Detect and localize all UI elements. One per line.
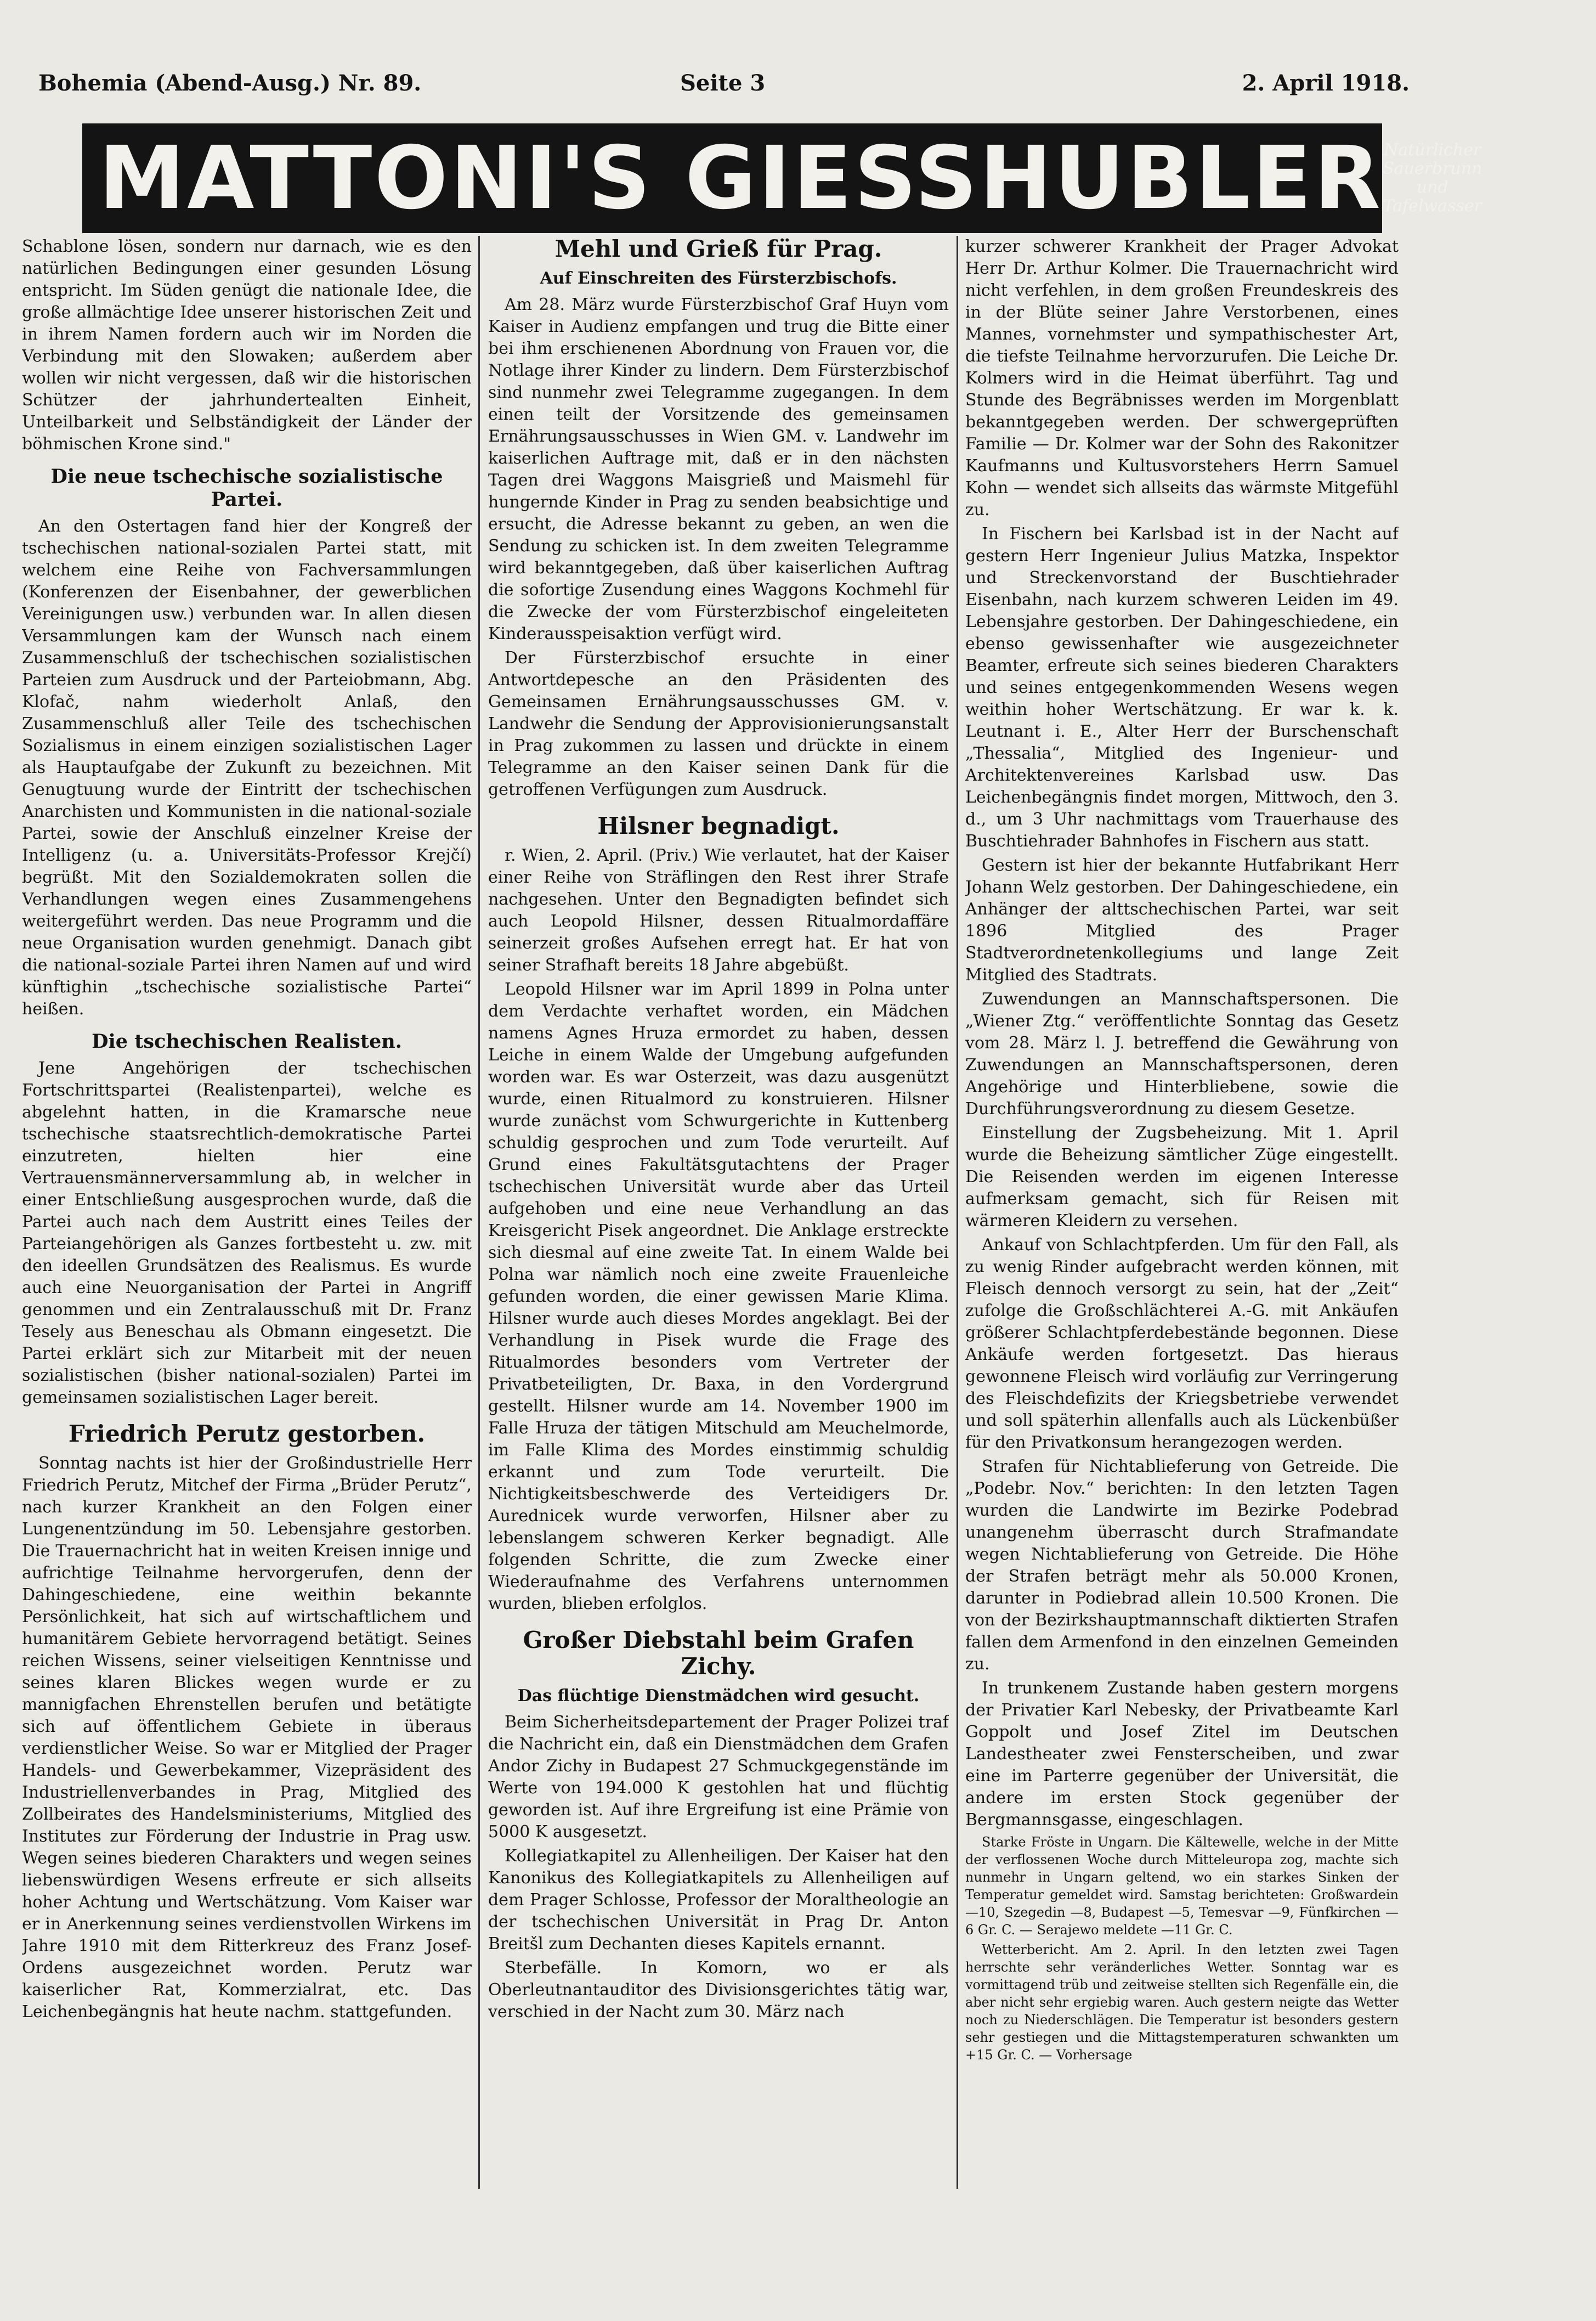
news-item: Einstellung der Zugsbeheizung. Mit 1. April wurde die Beheizung sämtlicher Züge eingestellt. Die Reisenden werden im eigenen Interesse aufmerksam gemacht, sich für Reisen mit wärmeren Kleidern zu versehen. xyxy=(965,1123,1399,1230)
news-item: In trunkenem Zustande haben gestern morgens der Privatier Karl Nebesky, der Privatbeamte Karl Goppolt und Josef Zitel im Deutschen Landestheater zwei Fensterscheiben, und zwar eine im Parterre gegenüber der Universität, die andere im ersten Stock gegenüber der Bergmannsgasse, eingeschlagen. xyxy=(965,1679,1399,1829)
issue-date: 2. April 1918. xyxy=(1242,70,1410,96)
article-continuation: Schablone lösen, sondern nur darnach, wie es den natürlichen Bedingungen einer gesunden Lösung entspricht. Im Süden genügt die nationale Idee, die große allmächtige Idee unserer historischen Zeit und in ihrem Namen fordern auch wir im Norden die Verbindung mit den Slowaken; außerdem aber wollen wir nicht vergessen, daß wir die historischen Schützer der jahrhundertealten Einheit, Unteilbarkeit und Selbständigkeit der Länder der böhmischen Krone sind." xyxy=(22,237,472,454)
news-item: Zuwendungen an Mannschaftspersonen. Die „Wiener Ztg.“ veröffentlichte Sonntag das Gesetz vom 28. März l. J. betreffend die Gewährung von Zuwendungen an Mannschaftspersonen, deren Angehörige und Hinterbliebene, sowie die Durchführungsverordnung zu diesem Gesetze. xyxy=(965,990,1399,1119)
article-headline: Mehl und Grieß für Prag. xyxy=(554,236,882,262)
ad-tagline: Natürlicher Sauerbrunn und Tafelwasser xyxy=(1383,140,1482,216)
article-body: Beim Sicherheitsdepartement der Prager Polizei traf die Nachricht ein, daß ein Dienstmädchen dem Grafen Andor Zichy in Budapest 27 Schmuckgegenstände im Werte von 194.000 K gestohlen hat und flüchtig geworden ist. Auf ihre Ergreifung ist eine Prämie von 5000 K ausgesetzt. xyxy=(488,1713,949,1842)
article-body: Sonntag nachts ist hier der Großindustrielle Herr Friedrich Perutz, Mitchef der Firma „Brüder Perutz“, nach kurzer Krankheit an den Folgen einer Lungenentzündung im 50. Lebensjahre gestorben. Die Trauernachricht hat in weiten Kreisen innige und aufrichtige Teilnahme hervorgerufen, denn der Dahingeschiedene, eine weithin bekannte Persönlichkeit, hat sich auf wirtschaftlichem und humanitärem Gebiete hervorragend betätigt. Seines reichen Wissens, seiner vielseitigen Kenntnisse und seines klaren Blickes wegen wurde er zu mannigfachen Ehrenstellen berufen und betätigte sich auf öffentlichem Gebiete in überaus verdienstlicher Weise. So war er Mitglied der Prager Handels- und Gewerbekammer, Vizepräsident des Industriellenverbandes in Prag, Mitglied des Zollbeirates des Handelsministeriums, Mitglied des Institutes zur Förderung der Industrie in Prag usw. Wegen seines biederen Charakters und wegen seines liebenswürdigen Wesens erfreute er sich allseits hoher Achtung und Wertschätzung. Vom Kaiser war er in Anerkennung seines verdienstvollen Wirkens im Jahre 1910 mit dem Ritterkreuz des Franz Josef-Ordens ausgezeichnet worden. Perutz war kaiserlicher Rat, Kommerzialrat, etc. Das Leichenbegängnis hat heute nachm. stattgefunden. xyxy=(22,1454,472,2021)
article-subheadline: Das flüchtige Dienstmädchen wird gesucht. xyxy=(517,1686,920,1706)
article-body: r. Wien, 2. April. (Priv.) Wie verlautet, hat der Kaiser einer Reihe von Sträflingen den Rest ihrer Strafe nachgesehen. Unter den Begnadigten befindet sich auch Leopold Hilsner, dessen Ritualmordaffäre seinerzeit großes Aufsehen erregt hat. Er hat von seiner Strafhaft bereits 18 Jahre abgebüßt. xyxy=(488,846,949,975)
news-item: In Fischern bei Karlsbad ist in der Nacht auf gestern Herr Ingenieur Julius Matzka, Inspektor und Streckenvorstand der Buschtiehrader Eisenbahn, nach kurzem schweren Leiden im 49. Lebensjahre gestorben. Der Dahingeschiedene, ein ebenso gewissenhafter wie ausgezeichneter Beamter, erfreute sich seines biederen Charakters und seines entgegenkommenden Wesens wegen weithin hoher Wertschätzung. Er war k. k. Leutnant i. E., Alter Herr der Burschenschaft „Thessalia“, Mitglied des Ingenieur- und Architektenvereines Karlsbad usw. Das Leichenbegängnis findet morgen, Mittwoch, den 3. d., um 3 Uhr nachmittags vom Trauerhause des Buschtiehrader Bahnhofes in Fischern aus statt. xyxy=(965,524,1399,851)
article-body: Jene Angehörigen der tschechischen Fortschrittspartei (Realistenpartei), welche es abgelehnt hatten, in die Kramarsche neue tschechische staatsrechtlich-demokratische Partei einzutreten, hielten hier eine Vertrauensmännerversammlung ab, in welcher in einer Entschließung ausgesprochen wurde, daß die Partei auch nach dem Austritt eines Teiles der Parteiangehörigen als Ganzes fortbesteht u. zw. mit den ideellen Grundsätzen des Realismus. Es wurde auch eine Neuorganisation der Partei in Angriff genommen und ein Zentralausschuß mit Dr. Franz Tesely aus Beneschau als Obmann eingesetzt. Die Partei erklärt sich zur Mitarbeit mit der neuen sozialistischen (bisher national-sozialen) Partei im gemeinsamen sozialistischen Lager bereit. xyxy=(22,1059,472,1407)
article-headline: Die tschechischen Realisten. xyxy=(92,1030,402,1053)
news-item: Strafen für Nichtablieferung von Getreide. Die „Podebr. Nov.“ berichten: In den letzten Tagen wurden die Landwirte im Bezirke Podebrad unangenehm überrascht durch Strafmandate wegen Nichtablieferung von Getreide. Die Höhe der Strafen beträgt mehr als 50.000 Kronen, darunter in Podiebrad allein 10.500 Kronen. Die von der Bezirkshauptmannschaft diktierten Strafen fallen dem Armenfond in den einzelnen Gemeinden zu. xyxy=(965,1457,1399,1674)
article-body: Leopold Hilsner war im April 1899 in Polna unter dem Verdachte verhaftet worden, ein Mädchen namens Agnes Hruza ermordet zu haben, dessen Leiche in einem Walde der Umgebung aufgefunden worden war. Es war Osterzeit, was dazu ausgenützt wurde, einen Ritualmord zu konstruieren. Hilsner wurde zunächst vom Schwurgerichte in Kuttenberg schuldig gesprochen und zum Tode verurteilt. Auf Grund eines Fakultätsgutachtens der Prager tschechischen Universität wurde aber das Urteil aufgehoben und eine neue Verhandlung an das Kreisgericht Pisek angeordnet. Die Anklage erstreckte sich diesmal auf eine zweite Tat. In einem Walde bei Polna war nämlich noch eine zweite Frauenleiche gefunden worden, die einer gewissen Marie Klima. Hilsner wurde auch dieses Mordes angeklagt. Bei der Verhandlung in Pisek wurde die Frage des Ritualmordes besonders vom Vertreter der Privatbeteiligten, Dr. Baxa, in den Vordergrund gestellt. Hilsner wurde am 14. November 1900 im Falle Hruza der tätigen Mitschuld am Meuchelmorde, im Falle Klima des Mordes einstimmig schuldig erkannt und zum Tode verurteilt. Die Nichtigkeitsbeschwerde des Verteidigers Dr. Aurednicek wurde verworfen, Hilsner aber zu lebenslangem schweren Kerker begnadigt. Alle folgenden Schritte, die zum Zwecke einer Wiederaufnahme des Verfahrens unternommen wurden, blieben erfolglos. xyxy=(488,980,949,1613)
news-item: Gestern ist hier der bekannte Hutfabrikant Herr Johann Welz gestorben. Der Dahingeschiedene, ein Anhänger der alttschechischen Partei, war seit 1896 Mitglied des Prager Stadtverordnetenkollegiums und lange Zeit Mitglied des Stadtrats. xyxy=(965,856,1399,985)
article-body: Der Fürsterzbischof ersuchte in einer Antwortdepesche an den Präsidenten des Gemeinsamen Ernährungsausschusses GM. v. Landwehr die Sendung der Approvisionierungsanstalt in Prag zukommen zu lassen und drückte in einem Telegramme an den Kaiser seinen Dank für die getroffenen Verfügungen zum Ausdruck. xyxy=(488,648,949,799)
article-body: Am 28. März wurde Fürsterzbischof Graf Huyn vom Kaiser in Audienz empfangen und trug die Bitte einer bei ihm erschienenen Abordnung von Frauen vor, die Notlage ihrer Kinder zu lindern. Dem Fürsterzbischof sind nunmehr zwei Telegramme zugegangen. In dem einen teilt der Vorsitzende des gemeinsamen Ernährungsausschusses in Wien GM. v. Landwehr im kaiserlichen Auftrage mit, daß er in den nächsten Tagen drei Waggons Maisgrieß und Maismehl für hungernde Kinder in Prag zu senden beabsichtige und ersucht, die Adresse bekannt zu geben, an wen die Sendung zu schicken ist. In dem zweiten Telegramme wird bekanntgegeben, daß über kaiserlichen Auftrag die sofortige Zusendung eines Waggons Kochmehl für die Zwecke der vom Fürsterzbischof eingeleiteten Kinderausspeisaktion verfügt wird. xyxy=(488,295,949,643)
news-item: Sterbefälle. In Komorn, wo er als Oberleutnantauditor des Divisionsgerichtes tätig war, verschied in der Nacht zum 30. März nach xyxy=(488,1958,949,2021)
column-rule xyxy=(478,236,480,2189)
page-number: Seite 3 xyxy=(680,70,766,96)
news-item: Ankauf von Schlachtpferden. Um für den Fall, als zu wenig Rinder aufgebracht werden können, mit Fleisch dennoch versorgt zu sein, hat der „Zeit“ zufolge die Großschlächterei A.-G. mit Ankäufen größerer Schlachtpferdebestände begonnen. Diese Ankäufe werden fortgesetzt. Das hieraus gewonnene Fleisch wird vorläufig zur Verringerung des Fleischdefizits der Kriegsbetriebe verwendet und soll späterhin allenfalls auch als Lückenbüßer für den Privatkonsum herangezogen werden. xyxy=(965,1235,1399,1452)
article-headline: Großer Diebstahl beim Grafen Zichy. xyxy=(523,1627,914,1680)
article-headline: Hilsner begnadigt. xyxy=(597,812,840,839)
column-2 xyxy=(488,236,949,2189)
column-rule xyxy=(957,236,958,2189)
ad-brand: MATTONI'S GIESSHUBLER xyxy=(99,128,1383,229)
article-subheadline: Auf Einschreiten des Fürsterzbischofs. xyxy=(540,269,897,288)
advertisement-banner xyxy=(82,123,1482,233)
page-header xyxy=(38,70,1410,103)
news-item: Kollegiatkapitel zu Allenheiligen. Der Kaiser hat den Kanonikus des Kollegiatkapitels zu Allenheiligen auf dem Prager Schlosse, Professor der Moraltheologie an der tschechischen Universität in Prag Dr. Anton Breitšl zum Dechanten dieses Kapitels ernannt. xyxy=(488,1846,949,1953)
masthead-edition: Bohemia (Abend-Ausg.) Nr. 89. xyxy=(38,70,422,96)
article-headline: Die neue tschechische sozialistische Partei. xyxy=(50,465,443,511)
weather-report: Wetterbericht. Am 2. April. In den letzten zwei Tagen herrschte sehr veränderliches Wetter. Sonntag war es vormittagend trüb und zeitweise stellten sich Regenfälle ein, die aber nicht sehr ergiebig waren. Auch gestern neigte das Wetter noch zu Niederschlägen. Die Temperatur ist besonders gestern sehr gestiegen und die Mittagstemperaturen schwankten um +15 Gr. C. — Vorhersage xyxy=(965,1942,1399,2063)
column-3 xyxy=(965,236,1399,2189)
column-1 xyxy=(22,236,472,2189)
article-headline: Friedrich Perutz gestorben. xyxy=(68,1420,426,1447)
article-body: An den Ostertagen fand hier der Kongreß der tschechischen national-sozialen Partei statt, mit welchem eine Reihe von Fachversammlungen (Konferenzen der Eisenbahner, der gewerblichen Vereinigungen usw.) verbunden war. In allen diesen Versammlungen kam der Wunsch nach einem Zusammenschluß der tschechischen sozialistischen Parteien zum Ausdruck und der Parteiobmann, Abg. Klofač, nahm wiederholt Anlaß, den Zusammenschluß aller Teile des tschechischen Sozialismus in einem einzigen sozialistischen Lager als Hauptaufgabe der Zukunft zu bezeichnen. Mit Genugtuung wurde der Eintritt der tschechischen Anarchisten und Kommunisten in die national-soziale Partei, sowie der Anschluß einzelner Kreise der Intelligenz (u. a. Universitäts-Professor Krejčí) begrüßt. Mit den Sozialdemokraten sollen die Verhandlungen wegen eines Zusammengehens weitergeführt werden. Das neue Programm und die neue Organisation wurden genehmigt. Danach gibt die national-soziale Partei ihren Namen auf und wird künftighin „tschechische sozialistische Partei“ heißen. xyxy=(22,517,472,1019)
news-item-small: Starke Fröste in Ungarn. Die Kältewelle, welche in der Mitte der verflossenen Woche durch Mitteleuropa zog, machte sich nunmehr in Ungarn geltend, wo ein starkes Sinken der Temperatur gemeldet wird. Samstag berichteten: Großwardein —10, Szegedin —8, Budapest —5, Temesvar —9, Fünfkirchen —6 Gr. C. — Serajewo meldete —11 Gr. C. xyxy=(965,1834,1399,1938)
article-continuation: kurzer schwerer Krankheit der Prager Advokat Herr Dr. Arthur Kolmer. Die Trauernachricht wird nicht verfehlen, in dem großen Freundeskreis des in der Blüte seiner Jahre Verstorbenen, eines Mannes, vornehmster und sympathischester Art, die tiefste Teilnahme hervorzurufen. Die Leiche Dr. Kolmers wird in die Heimat überführt. Tag und Stunde des Begräbnisses werden im Morgenblatt bekanntgegeben werden. Der schwergeprüften Familie — Dr. Kolmer war der Sohn des Rakonitzer Kaufmanns und Kultusvorstehers Herrn Samuel Kohn — wendet sich allseits das wärmste Mitgefühl zu. xyxy=(965,237,1399,519)
